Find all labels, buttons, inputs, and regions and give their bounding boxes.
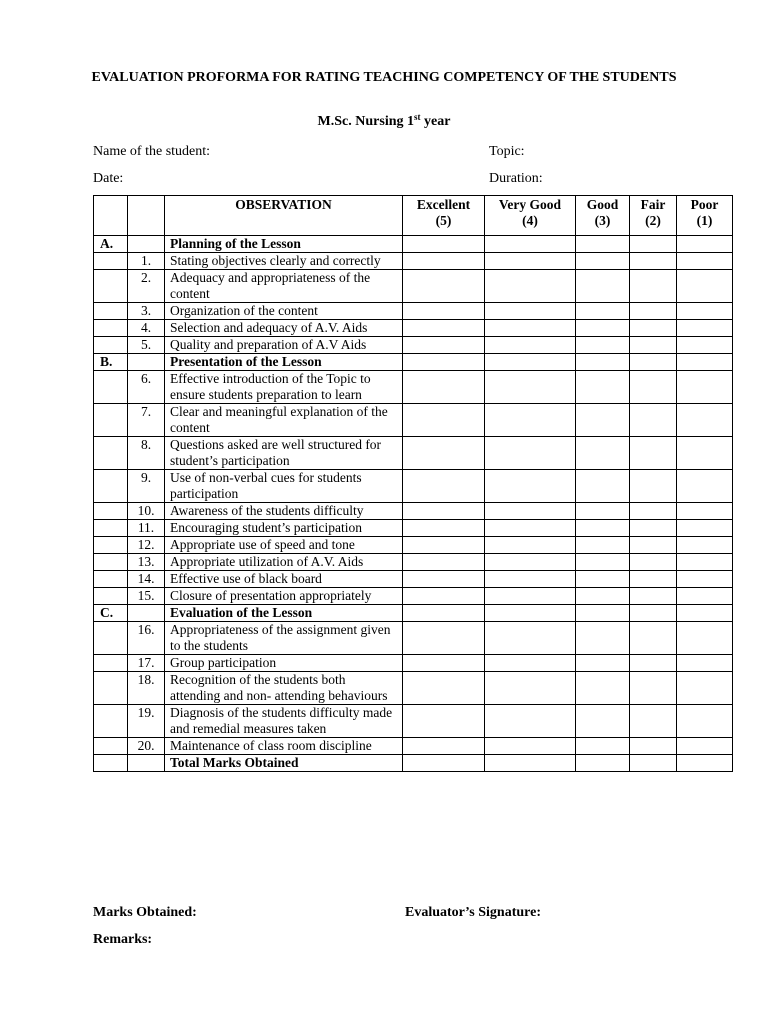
table-row [94,520,733,537]
table-row [94,303,733,320]
evaluator-signature-label: Evaluator’s Signature: [405,905,541,920]
rating-cell-good[interactable] [576,655,630,672]
section-row [94,236,733,253]
rating-cell-fair[interactable] [630,605,677,622]
section-letter-cell: A. [94,236,128,253]
section-letter-cell [94,672,128,705]
section-letter-cell: B. [94,354,128,371]
rating-cell-poor[interactable] [677,320,733,337]
rating-cell-very-good[interactable] [485,303,576,320]
item-number-cell: 2. [128,270,165,303]
table-body [94,236,733,772]
rating-cell-very-good[interactable] [485,655,576,672]
item-number-cell: 8. [128,437,165,470]
rating-cell-excellent[interactable] [403,337,485,354]
rating-cell-very-good[interactable] [485,270,576,303]
marks-obtained-label: Marks Obtained: [93,905,197,920]
section-letter-cell [94,404,128,437]
rating-cell-excellent[interactable] [403,622,485,655]
item-number-cell [128,236,165,253]
section-letter-cell [94,337,128,354]
section-letter-cell [94,270,128,303]
rating-cell-excellent[interactable] [403,354,485,371]
rating-cell-fair[interactable] [630,371,677,404]
rating-cell-excellent[interactable] [403,437,485,470]
total-row [94,755,733,772]
rating-cell-poor[interactable] [677,371,733,404]
section-letter-cell [94,371,128,404]
item-number-cell: 19. [128,705,165,738]
section-title-cell: Presentation of the Lesson [165,354,403,371]
section-letter-cell [94,253,128,270]
rating-cell-good[interactable] [576,253,630,270]
table-row [94,554,733,571]
rating-cell-poor[interactable] [677,404,733,437]
rating-cell-good[interactable] [576,622,630,655]
rating-cell-very-good[interactable] [485,738,576,755]
rating-cell-good[interactable] [576,588,630,605]
rating-cell-poor[interactable] [677,554,733,571]
item-number-cell: 17. [128,655,165,672]
rating-cell-fair[interactable] [630,755,677,772]
item-number-cell: 7. [128,404,165,437]
observation-cell: Organization of the content [165,303,403,320]
rating-cell-very-good[interactable] [485,622,576,655]
table-row [94,270,733,303]
item-number-cell: 11. [128,520,165,537]
observation-cell: Quality and preparation of A.V Aids [165,337,403,354]
rating-cell-fair[interactable] [630,705,677,738]
section-title-cell: Planning of the Lesson [165,236,403,253]
rating-cell-good[interactable] [576,520,630,537]
rating-cell-poor[interactable] [677,537,733,554]
table-header-row [94,196,733,236]
rating-cell-very-good[interactable] [485,554,576,571]
rating-cell-fair[interactable] [630,672,677,705]
observation-cell: Recognition of the students both attending and non- attending behaviours [165,672,403,705]
rating-cell-poor[interactable] [677,437,733,470]
rating-cell-fair[interactable] [630,738,677,755]
rating-cell-poor[interactable] [677,588,733,605]
header-excellent: Excellent (5) [403,196,485,236]
rating-cell-good[interactable] [576,303,630,320]
item-number-cell [128,354,165,371]
observation-cell: Appropriate use of speed and tone [165,537,403,554]
rating-cell-poor[interactable] [677,622,733,655]
rating-cell-excellent[interactable] [403,320,485,337]
rating-cell-good[interactable] [576,404,630,437]
item-number-cell: 15. [128,588,165,605]
section-letter-cell [94,738,128,755]
observation-cell: Maintenance of class room discipline [165,738,403,755]
item-number-cell: 9. [128,470,165,503]
table-row [94,537,733,554]
table-row [94,705,733,738]
rating-cell-good[interactable] [576,537,630,554]
date-label: Date: [93,171,124,186]
rating-cell-fair[interactable] [630,404,677,437]
table-row [94,672,733,705]
observation-cell: Encouraging student’s participation [165,520,403,537]
table-row [94,470,733,503]
rating-cell-fair[interactable] [630,622,677,655]
rating-cell-excellent[interactable] [403,588,485,605]
table-row [94,371,733,404]
observation-cell: Selection and adequacy of A.V. Aids [165,320,403,337]
item-number-cell: 1. [128,253,165,270]
rating-cell-excellent[interactable] [403,404,485,437]
rating-cell-fair[interactable] [630,437,677,470]
section-letter-cell: C. [94,605,128,622]
section-row [94,354,733,371]
rating-cell-fair[interactable] [630,236,677,253]
section-letter-cell [94,520,128,537]
rating-cell-fair[interactable] [630,270,677,303]
rating-cell-excellent[interactable] [403,605,485,622]
item-number-cell: 18. [128,672,165,705]
form-title: EVALUATION PROFORMA FOR RATING TEACHING COMPETENCY OF THE STUDENTS [91,70,677,85]
rating-cell-excellent[interactable] [403,655,485,672]
rating-cell-good[interactable] [576,236,630,253]
topic-label: Topic: [489,144,525,159]
rating-cell-excellent[interactable] [403,371,485,404]
rating-cell-excellent[interactable] [403,738,485,755]
rating-cell-good[interactable] [576,738,630,755]
observation-cell: Appropriate utilization of A.V. Aids [165,554,403,571]
rating-cell-good[interactable] [576,437,630,470]
duration-label: Duration: [489,171,543,186]
rating-cell-poor[interactable] [677,503,733,520]
rating-cell-very-good[interactable] [485,371,576,404]
header-number-col [128,196,165,236]
item-number-cell: 20. [128,738,165,755]
rating-cell-good[interactable] [576,354,630,371]
observation-cell: Diagnosis of the students difficulty made and remedial measures taken [165,705,403,738]
rating-cell-fair[interactable] [630,303,677,320]
remarks-label: Remarks: [93,932,153,947]
item-number-cell: 13. [128,554,165,571]
rating-cell-excellent[interactable] [403,520,485,537]
item-number-cell: 16. [128,622,165,655]
rating-cell-excellent[interactable] [403,303,485,320]
table-row [94,437,733,470]
rating-cell-good[interactable] [576,337,630,354]
form-subtitle [0,114,768,130]
rating-cell-excellent[interactable] [403,253,485,270]
header-very-good: Very Good (4) [485,196,576,236]
section-letter-cell [94,755,128,772]
rating-cell-fair[interactable] [630,320,677,337]
rating-cell-very-good[interactable] [485,605,576,622]
rating-cell-poor[interactable] [677,755,733,772]
section-letter-cell [94,588,128,605]
rating-cell-good[interactable] [576,470,630,503]
section-letter-cell [94,437,128,470]
observation-cell: Use of non-verbal cues for students participation [165,470,403,503]
rating-cell-good[interactable] [576,705,630,738]
rating-cell-very-good[interactable] [485,672,576,705]
section-title-cell: Total Marks Obtained [165,755,403,772]
observation-cell: Questions asked are well structured for student’s participation [165,437,403,470]
rating-cell-good[interactable] [576,672,630,705]
item-number-cell: 14. [128,571,165,588]
rating-cell-poor[interactable] [677,236,733,253]
table-row [94,588,733,605]
rating-cell-very-good[interactable] [485,571,576,588]
rating-cell-poor[interactable] [677,253,733,270]
rating-cell-very-good[interactable] [485,337,576,354]
rating-cell-fair[interactable] [630,554,677,571]
rating-cell-very-good[interactable] [485,404,576,437]
rating-cell-fair[interactable] [630,470,677,503]
subtitle-superscript: st [414,112,421,122]
observation-cell: Clear and meaningful explanation of the content [165,404,403,437]
table-row [94,320,733,337]
section-letter-cell [94,655,128,672]
item-number-cell: 3. [128,303,165,320]
header-section-col [94,196,128,236]
section-letter-cell [94,470,128,503]
header-fair: Fair (2) [630,196,677,236]
rating-cell-very-good[interactable] [485,705,576,738]
rating-cell-poor[interactable] [677,337,733,354]
rating-cell-fair[interactable] [630,503,677,520]
rating-cell-poor[interactable] [677,520,733,537]
rating-cell-poor[interactable] [677,672,733,705]
rating-cell-good[interactable] [576,554,630,571]
rating-cell-fair[interactable] [630,337,677,354]
item-number-cell: 6. [128,371,165,404]
rating-cell-good[interactable] [576,320,630,337]
table-row [94,738,733,755]
item-number-cell: 10. [128,503,165,520]
table-row [94,655,733,672]
rating-cell-excellent[interactable] [403,672,485,705]
header-poor: Poor (1) [677,196,733,236]
section-letter-cell [94,554,128,571]
rating-cell-good[interactable] [576,270,630,303]
table-row [94,622,733,655]
section-letter-cell [94,622,128,655]
table-row [94,503,733,520]
observation-cell: Adequacy and appropriateness of the content [165,270,403,303]
rating-cell-poor[interactable] [677,655,733,672]
rating-cell-good[interactable] [576,371,630,404]
rating-cell-excellent[interactable] [403,571,485,588]
rating-cell-very-good[interactable] [485,470,576,503]
rating-cell-excellent[interactable] [403,705,485,738]
rating-cell-fair[interactable] [630,655,677,672]
header-good: Good (3) [576,196,630,236]
rating-cell-fair[interactable] [630,520,677,537]
item-number-cell: 12. [128,537,165,554]
rating-cell-poor[interactable] [677,605,733,622]
item-number-cell: 4. [128,320,165,337]
rating-cell-poor[interactable] [677,705,733,738]
section-row [94,605,733,622]
section-letter-cell [94,537,128,554]
observation-cell: Effective use of black board [165,571,403,588]
rating-cell-excellent[interactable] [403,270,485,303]
rating-cell-very-good[interactable] [485,520,576,537]
rating-cell-poor[interactable] [677,470,733,503]
subtitle-tail: year [420,114,451,129]
section-title-cell: Evaluation of the Lesson [165,605,403,622]
item-number-cell [128,605,165,622]
rating-cell-very-good[interactable] [485,755,576,772]
rating-cell-very-good[interactable] [485,236,576,253]
rating-cell-excellent[interactable] [403,537,485,554]
rating-cell-poor[interactable] [677,270,733,303]
rating-cell-fair[interactable] [630,253,677,270]
rating-cell-poor[interactable] [677,738,733,755]
item-number-cell: 5. [128,337,165,354]
rating-cell-good[interactable] [576,571,630,588]
rating-cell-excellent[interactable] [403,236,485,253]
subtitle-main: M.Sc. Nursing 1 [317,114,414,129]
header-observation: OBSERVATION [165,196,403,236]
observation-cell: Group participation [165,655,403,672]
table-row [94,404,733,437]
rating-cell-very-good[interactable] [485,437,576,470]
rating-cell-very-good[interactable] [485,503,576,520]
rating-cell-very-good[interactable] [485,537,576,554]
section-letter-cell [94,705,128,738]
rating-cell-excellent[interactable] [403,470,485,503]
rating-cell-very-good[interactable] [485,354,576,371]
rating-cell-very-good[interactable] [485,588,576,605]
section-letter-cell [94,320,128,337]
table-row [94,337,733,354]
rating-cell-good[interactable] [576,755,630,772]
table-row [94,571,733,588]
rating-cell-very-good[interactable] [485,253,576,270]
section-letter-cell [94,303,128,320]
rating-cell-excellent[interactable] [403,755,485,772]
rating-cell-excellent[interactable] [403,503,485,520]
evaluation-table [93,195,733,772]
rating-cell-fair[interactable] [630,537,677,554]
section-letter-cell [94,503,128,520]
student-name-label: Name of the student: [93,144,211,159]
observation-cell: Stating objectives clearly and correctly [165,253,403,270]
section-letter-cell [94,571,128,588]
rating-cell-fair[interactable] [630,588,677,605]
observation-cell: Closure of presentation appropriately [165,588,403,605]
rating-cell-good[interactable] [576,503,630,520]
rating-cell-fair[interactable] [630,354,677,371]
rating-cell-fair[interactable] [630,571,677,588]
rating-cell-poor[interactable] [677,354,733,371]
table-row [94,253,733,270]
observation-cell: Awareness of the students difficulty [165,503,403,520]
observation-cell: Effective introduction of the Topic to ensure students preparation to learn [165,371,403,404]
rating-cell-poor[interactable] [677,571,733,588]
rating-cell-excellent[interactable] [403,554,485,571]
rating-cell-poor[interactable] [677,303,733,320]
rating-cell-good[interactable] [576,605,630,622]
observation-cell: Appropriateness of the assignment given to the students [165,622,403,655]
item-number-cell [128,755,165,772]
rating-cell-very-good[interactable] [485,320,576,337]
